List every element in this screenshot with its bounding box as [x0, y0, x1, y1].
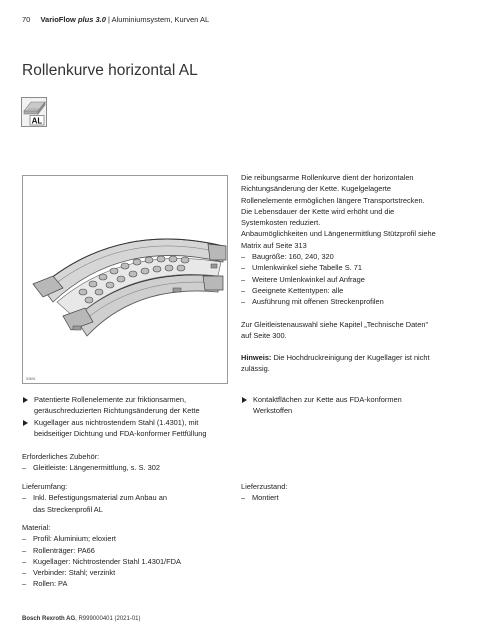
intro-line: Matrix auf Seite 313	[241, 240, 307, 250]
intro-text	[241, 172, 461, 375]
spec-item: – Baugröße: 160, 240, 320	[241, 251, 461, 262]
accessories-heading: Erforderliches Zubehör:	[22, 452, 100, 461]
intro-line: Die Lebensdauer der Kette wird erhöht und die	[241, 206, 395, 216]
hint-note	[241, 352, 461, 363]
feature-list-right	[241, 394, 461, 417]
roller-curve-illustration	[23, 176, 229, 385]
page-title: Rollenkurve horizontal AL	[22, 62, 198, 79]
material-item: – Kugellager: Nichtrostender Stahl 1.4301/FDA	[22, 556, 252, 567]
footer-company: Bosch Rexroth AG	[22, 616, 76, 622]
feature-line: geräuschreduzierten Richtungsänderung der Kette	[34, 406, 200, 416]
spec-item: – Ausführung mit offenen Streckenprofilen	[241, 296, 461, 307]
feature-item	[22, 417, 232, 440]
material-heading: Material:	[22, 523, 51, 532]
intro-line: Die reibungsarme Rollenkurve dient der horizontalen	[241, 173, 414, 182]
spec-item: – Geeignete Kettentypen: alle	[241, 285, 461, 296]
hint-text: Die Hochdruckreinigung der Kugellager ist nicht	[271, 353, 430, 363]
hint-label: Hinweis:	[241, 353, 272, 363]
al-profile-badge-icon	[21, 97, 47, 127]
hint-note-line2: zulässig.	[241, 364, 270, 374]
intro-line: Richtungsänderung der Kette. Kugelgelagerte	[241, 184, 391, 194]
figure-number: 53891	[26, 377, 36, 381]
scope-section	[22, 481, 252, 515]
feature-item	[241, 394, 461, 417]
scope-item: – Inkl. Befestigungsmaterial zum Anbau an	[22, 492, 252, 503]
delivery-heading: Lieferzustand:	[241, 482, 288, 491]
feature-list-left	[22, 394, 232, 439]
spec-item: – Weitere Umlenkwinkel auf Anfrage	[241, 274, 461, 285]
header-section: | Aluminiumsystem, Kurven AL	[108, 15, 210, 24]
feature-line: Werkstoffen	[253, 406, 293, 416]
material-item: – Profil: Aluminium; eloxiert	[22, 533, 252, 544]
accessories-section	[22, 451, 252, 474]
feature-line: Patentierte Rollenelemente zur friktionsarmen,	[34, 395, 186, 404]
feature-line: Kugellager aus nichtrostendem Stahl (1.4301), mit	[34, 417, 199, 427]
scope-item-cont: das Streckenprofil AL	[33, 504, 103, 514]
page-footer	[22, 616, 141, 622]
material-item: – Rollen: PA	[22, 578, 252, 589]
material-item: – Rollenträger: PA66	[22, 545, 252, 556]
spec-item: – Umlenkwinkel siehe Tabelle S. 71	[241, 262, 461, 273]
product-figure	[22, 175, 228, 384]
feature-line: Kontaktflächen zur Kette aus FDA-konformen	[253, 395, 402, 404]
intro-line: Rollenelemente ermöglichen längere Transportstrecken.	[241, 195, 425, 205]
reference-line: auf Seite 300.	[241, 330, 287, 340]
material-item: – Verbinder: Stahl; verzinkt	[22, 567, 252, 578]
reference-line: Zur Gleitleistenauswahl siehe Kapitel „Technische Daten"	[241, 319, 429, 329]
page-header	[22, 15, 209, 24]
delivery-section	[241, 481, 441, 504]
scope-heading: Lieferumfang:	[22, 482, 68, 491]
badge-label: AL	[31, 116, 43, 126]
material-section	[22, 522, 252, 590]
feature-item	[22, 394, 232, 417]
footer-doc: , R999000401 (2021-01)	[75, 616, 141, 622]
page-number: 70	[22, 15, 31, 24]
intro-line: Systemkosten reduziert.	[241, 218, 321, 228]
delivery-item: – Montiert	[241, 492, 441, 503]
feature-line: beidseitiger Dichtung und FDA-konformer Fettfüllung	[34, 428, 207, 438]
intro-line: Anbaumöglichkeiten und Längenermittlung Stützprofil siehe	[241, 229, 436, 239]
brand-name: VarioFlow	[40, 15, 76, 24]
brand-suffix: plus 3.0	[77, 15, 106, 24]
accessories-item: – Gleitleiste: Längenermittlung, s. S. 302	[22, 462, 252, 473]
